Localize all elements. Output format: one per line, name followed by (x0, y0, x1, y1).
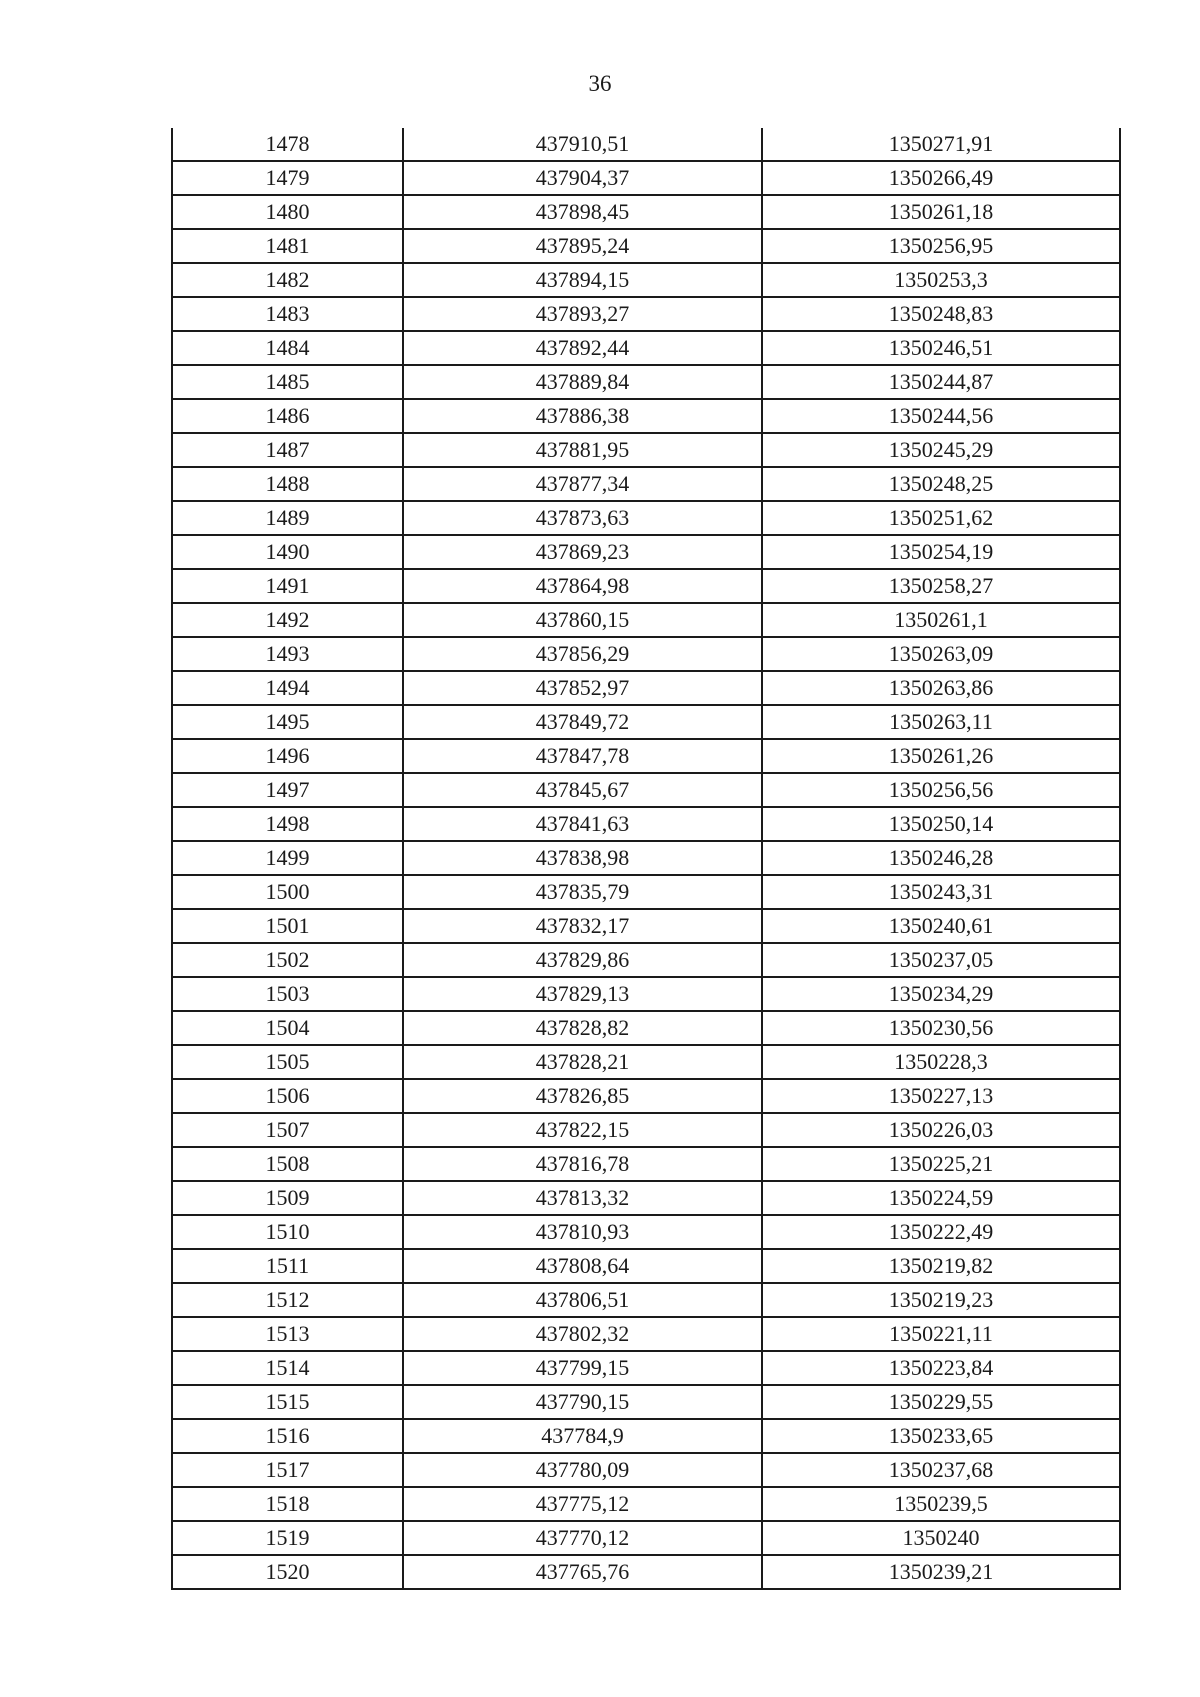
point-number-cell: 1483 (172, 297, 403, 331)
y-coordinate-cell: 1350223,84 (762, 1351, 1120, 1385)
table-row (172, 229, 1120, 263)
x-coordinate-cell: 437775,12 (403, 1487, 762, 1521)
y-coordinate-cell: 1350261,1 (762, 603, 1120, 637)
point-number-cell: 1506 (172, 1079, 403, 1113)
point-number-cell: 1485 (172, 365, 403, 399)
table-row (172, 1181, 1120, 1215)
point-number-cell: 1492 (172, 603, 403, 637)
point-number-cell: 1486 (172, 399, 403, 433)
point-number-cell: 1487 (172, 433, 403, 467)
x-coordinate-cell: 437828,21 (403, 1045, 762, 1079)
x-coordinate-cell: 437898,45 (403, 195, 762, 229)
point-number-cell: 1481 (172, 229, 403, 263)
point-number-cell: 1516 (172, 1419, 403, 1453)
table-row (172, 773, 1120, 807)
y-coordinate-cell: 1350219,23 (762, 1283, 1120, 1317)
x-coordinate-cell: 437790,15 (403, 1385, 762, 1419)
table-row (172, 297, 1120, 331)
point-number-cell: 1499 (172, 841, 403, 875)
y-coordinate-cell: 1350225,21 (762, 1147, 1120, 1181)
table-row (172, 1079, 1120, 1113)
table-row (172, 1011, 1120, 1045)
table-row (172, 467, 1120, 501)
table-row (172, 399, 1120, 433)
point-number-cell: 1505 (172, 1045, 403, 1079)
point-number-cell: 1508 (172, 1147, 403, 1181)
table-row (172, 1385, 1120, 1419)
x-coordinate-cell: 437877,34 (403, 467, 762, 501)
point-number-cell: 1507 (172, 1113, 403, 1147)
table-row (172, 603, 1120, 637)
x-coordinate-cell: 437856,29 (403, 637, 762, 671)
table-row (172, 1487, 1120, 1521)
table-row (172, 331, 1120, 365)
x-coordinate-cell: 437829,13 (403, 977, 762, 1011)
table-row (172, 128, 1120, 161)
point-number-cell: 1494 (172, 671, 403, 705)
point-number-cell: 1512 (172, 1283, 403, 1317)
point-number-cell: 1509 (172, 1181, 403, 1215)
y-coordinate-cell: 1350239,21 (762, 1555, 1120, 1589)
y-coordinate-cell: 1350256,56 (762, 773, 1120, 807)
x-coordinate-cell: 437869,23 (403, 535, 762, 569)
x-coordinate-cell: 437822,15 (403, 1113, 762, 1147)
point-number-cell: 1493 (172, 637, 403, 671)
table-row (172, 909, 1120, 943)
table-row (172, 841, 1120, 875)
point-number-cell: 1503 (172, 977, 403, 1011)
y-coordinate-cell: 1350263,09 (762, 637, 1120, 671)
x-coordinate-cell: 437770,12 (403, 1521, 762, 1555)
table-row (172, 569, 1120, 603)
y-coordinate-cell: 1350244,56 (762, 399, 1120, 433)
table-row (172, 705, 1120, 739)
y-coordinate-cell: 1350248,25 (762, 467, 1120, 501)
y-coordinate-cell: 1350240,61 (762, 909, 1120, 943)
coordinates-table-body (172, 128, 1120, 1589)
page-number: 36 (588, 71, 612, 96)
y-coordinate-cell: 1350230,56 (762, 1011, 1120, 1045)
point-number-cell: 1502 (172, 943, 403, 977)
y-coordinate-cell: 1350246,51 (762, 331, 1120, 365)
point-number-cell: 1511 (172, 1249, 403, 1283)
y-coordinate-cell: 1350224,59 (762, 1181, 1120, 1215)
point-number-cell: 1484 (172, 331, 403, 365)
table-row (172, 1419, 1120, 1453)
table-row (172, 875, 1120, 909)
y-coordinate-cell: 1350256,95 (762, 229, 1120, 263)
x-coordinate-cell: 437893,27 (403, 297, 762, 331)
point-number-cell: 1510 (172, 1215, 403, 1249)
x-coordinate-cell: 437889,84 (403, 365, 762, 399)
point-number-cell: 1482 (172, 263, 403, 297)
x-coordinate-cell: 437828,82 (403, 1011, 762, 1045)
x-coordinate-cell: 437860,15 (403, 603, 762, 637)
y-coordinate-cell: 1350229,55 (762, 1385, 1120, 1419)
table-row (172, 1215, 1120, 1249)
y-coordinate-cell: 1350246,28 (762, 841, 1120, 875)
x-coordinate-cell: 437849,72 (403, 705, 762, 739)
y-coordinate-cell: 1350263,86 (762, 671, 1120, 705)
table-row (172, 739, 1120, 773)
x-coordinate-cell: 437910,51 (403, 128, 762, 161)
table-row (172, 1283, 1120, 1317)
table-row (172, 1113, 1120, 1147)
point-number-cell: 1478 (172, 128, 403, 161)
y-coordinate-cell: 1350237,68 (762, 1453, 1120, 1487)
y-coordinate-cell: 1350245,29 (762, 433, 1120, 467)
y-coordinate-cell: 1350263,11 (762, 705, 1120, 739)
table-row (172, 365, 1120, 399)
table-row (172, 671, 1120, 705)
x-coordinate-cell: 437841,63 (403, 807, 762, 841)
y-coordinate-cell: 1350239,5 (762, 1487, 1120, 1521)
table-row (172, 161, 1120, 195)
point-number-cell: 1520 (172, 1555, 403, 1589)
point-number-cell: 1479 (172, 161, 403, 195)
x-coordinate-cell: 437826,85 (403, 1079, 762, 1113)
x-coordinate-cell: 437847,78 (403, 739, 762, 773)
x-coordinate-cell: 437802,32 (403, 1317, 762, 1351)
table-row (172, 1249, 1120, 1283)
x-coordinate-cell: 437845,67 (403, 773, 762, 807)
y-coordinate-cell: 1350233,65 (762, 1419, 1120, 1453)
x-coordinate-cell: 437829,86 (403, 943, 762, 977)
x-coordinate-cell: 437864,98 (403, 569, 762, 603)
table-row (172, 535, 1120, 569)
table-row (172, 263, 1120, 297)
table-row (172, 637, 1120, 671)
x-coordinate-cell: 437808,64 (403, 1249, 762, 1283)
table-row (172, 433, 1120, 467)
y-coordinate-cell: 1350250,14 (762, 807, 1120, 841)
y-coordinate-cell: 1350219,82 (762, 1249, 1120, 1283)
point-number-cell: 1498 (172, 807, 403, 841)
table-row (172, 1521, 1120, 1555)
point-number-cell: 1480 (172, 195, 403, 229)
table-row (172, 1045, 1120, 1079)
x-coordinate-cell: 437852,97 (403, 671, 762, 705)
x-coordinate-cell: 437881,95 (403, 433, 762, 467)
x-coordinate-cell: 437816,78 (403, 1147, 762, 1181)
table-row (172, 1453, 1120, 1487)
x-coordinate-cell: 437780,09 (403, 1453, 762, 1487)
point-number-cell: 1500 (172, 875, 403, 909)
point-number-cell: 1514 (172, 1351, 403, 1385)
x-coordinate-cell: 437873,63 (403, 501, 762, 535)
y-coordinate-cell: 1350244,87 (762, 365, 1120, 399)
y-coordinate-cell: 1350243,31 (762, 875, 1120, 909)
point-number-cell: 1519 (172, 1521, 403, 1555)
x-coordinate-cell: 437886,38 (403, 399, 762, 433)
y-coordinate-cell: 1350248,83 (762, 297, 1120, 331)
table-row (172, 1555, 1120, 1589)
point-number-cell: 1504 (172, 1011, 403, 1045)
y-coordinate-cell: 1350261,26 (762, 739, 1120, 773)
point-number-cell: 1517 (172, 1453, 403, 1487)
y-coordinate-cell: 1350240 (762, 1521, 1120, 1555)
point-number-cell: 1495 (172, 705, 403, 739)
table-row (172, 1147, 1120, 1181)
x-coordinate-cell: 437835,79 (403, 875, 762, 909)
table-row (172, 977, 1120, 1011)
point-number-cell: 1496 (172, 739, 403, 773)
point-number-cell: 1515 (172, 1385, 403, 1419)
y-coordinate-cell: 1350258,27 (762, 569, 1120, 603)
y-coordinate-cell: 1350253,3 (762, 263, 1120, 297)
y-coordinate-cell: 1350261,18 (762, 195, 1120, 229)
y-coordinate-cell: 1350222,49 (762, 1215, 1120, 1249)
x-coordinate-cell: 437813,32 (403, 1181, 762, 1215)
point-number-cell: 1488 (172, 467, 403, 501)
y-coordinate-cell: 1350237,05 (762, 943, 1120, 977)
y-coordinate-cell: 1350234,29 (762, 977, 1120, 1011)
point-number-cell: 1490 (172, 535, 403, 569)
x-coordinate-cell: 437904,37 (403, 161, 762, 195)
x-coordinate-cell: 437806,51 (403, 1283, 762, 1317)
x-coordinate-cell: 437838,98 (403, 841, 762, 875)
table-row (172, 1317, 1120, 1351)
table-row (172, 943, 1120, 977)
point-number-cell: 1497 (172, 773, 403, 807)
point-number-cell: 1489 (172, 501, 403, 535)
x-coordinate-cell: 437895,24 (403, 229, 762, 263)
x-coordinate-cell: 437784,9 (403, 1419, 762, 1453)
y-coordinate-cell: 1350226,03 (762, 1113, 1120, 1147)
coordinates-table (171, 128, 1121, 1590)
y-coordinate-cell: 1350227,13 (762, 1079, 1120, 1113)
x-coordinate-cell: 437892,44 (403, 331, 762, 365)
point-number-cell: 1501 (172, 909, 403, 943)
y-coordinate-cell: 1350271,91 (762, 128, 1120, 161)
y-coordinate-cell: 1350266,49 (762, 161, 1120, 195)
x-coordinate-cell: 437894,15 (403, 263, 762, 297)
point-number-cell: 1491 (172, 569, 403, 603)
x-coordinate-cell: 437810,93 (403, 1215, 762, 1249)
point-number-cell: 1518 (172, 1487, 403, 1521)
table-row (172, 501, 1120, 535)
x-coordinate-cell: 437765,76 (403, 1555, 762, 1589)
y-coordinate-cell: 1350221,11 (762, 1317, 1120, 1351)
table-row (172, 1351, 1120, 1385)
y-coordinate-cell: 1350254,19 (762, 535, 1120, 569)
x-coordinate-cell: 437799,15 (403, 1351, 762, 1385)
table-row (172, 195, 1120, 229)
y-coordinate-cell: 1350251,62 (762, 501, 1120, 535)
table-row (172, 807, 1120, 841)
x-coordinate-cell: 437832,17 (403, 909, 762, 943)
y-coordinate-cell: 1350228,3 (762, 1045, 1120, 1079)
point-number-cell: 1513 (172, 1317, 403, 1351)
